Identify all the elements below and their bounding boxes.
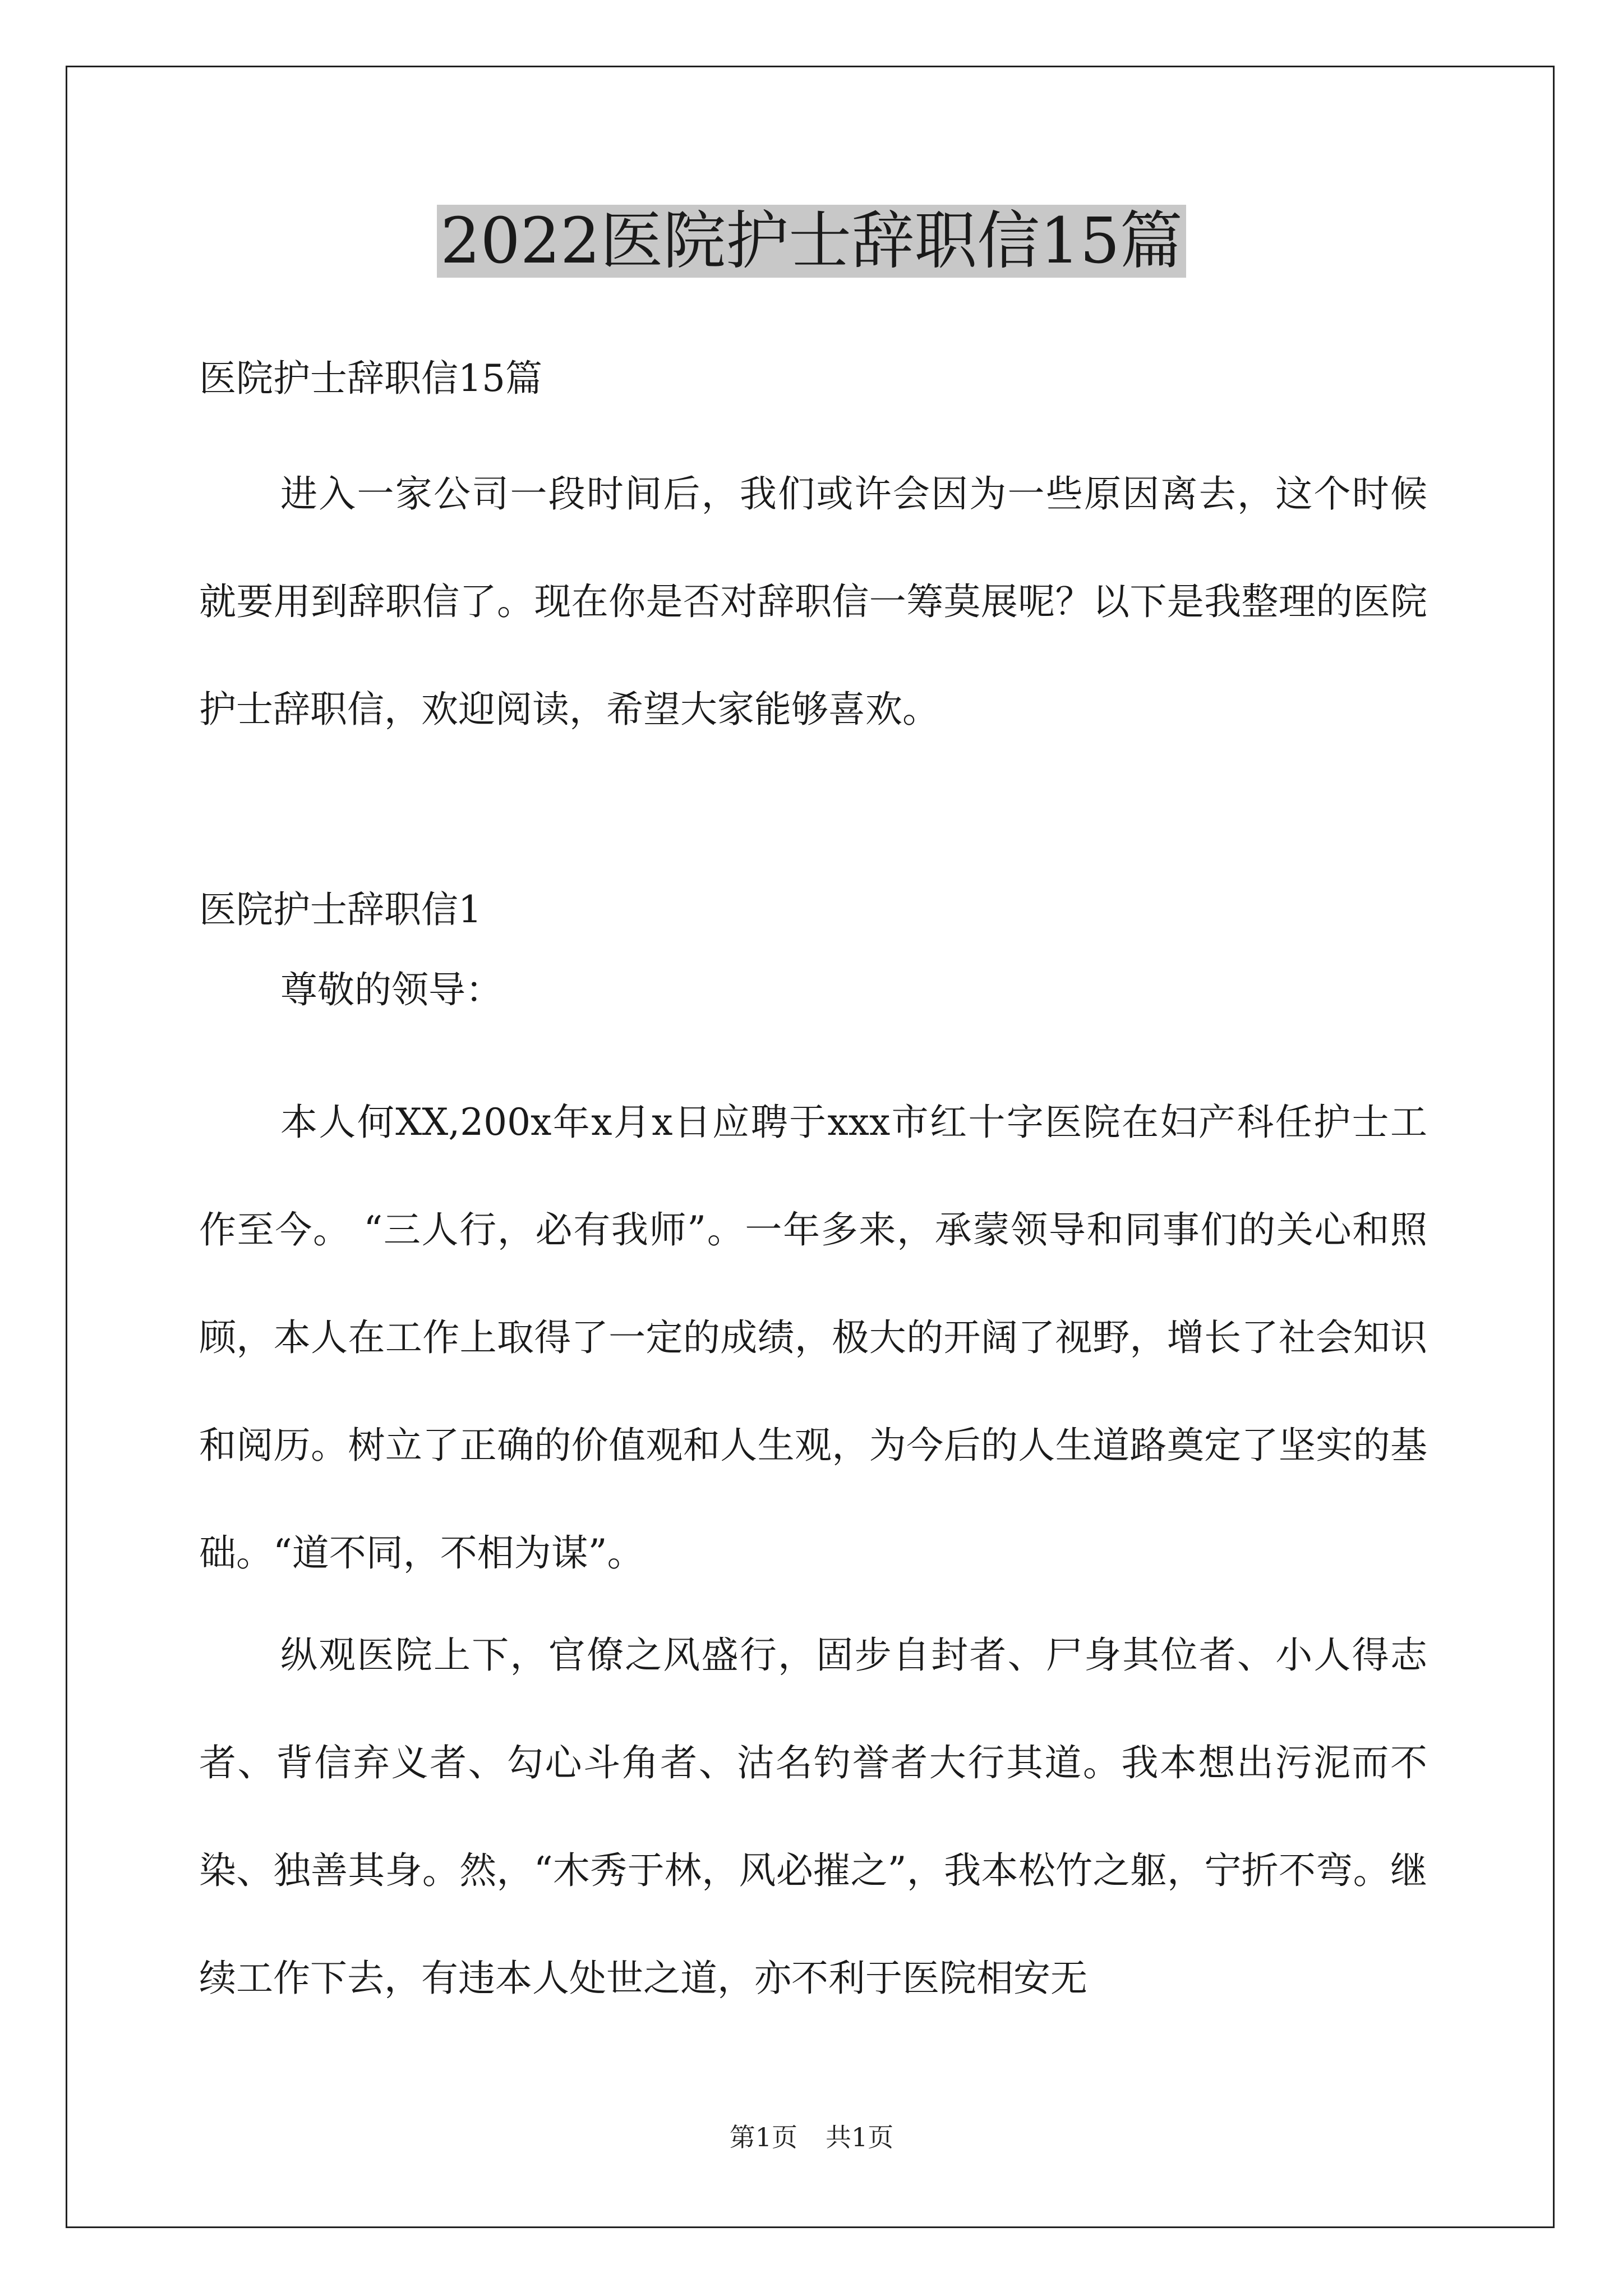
document-subtitle: 医院护士辞职信15篇 [199,357,542,400]
page-footer [0,2120,1623,2154]
document-title [0,199,1623,283]
intro-paragraph: 进入一家公司一段时间后，我们或许会因为一些原因离去，这个时候就要用到辞职信了。现在你是否对辞职信一筹莫展呢？以下是我整理的医院护士辞职信，欢迎阅读，希望大家能够喜欢。 [199,472,1427,731]
page-number-total: 共1页 [826,2122,894,2152]
letter-greeting: 尊敬的领导： [280,968,502,1011]
document-title-text: 2022医院护士辞职信15篇 [437,205,1186,278]
section-heading-1: 医院护士辞职信1 [199,888,482,931]
page-number-current: 第1页 [729,2122,797,2152]
body-paragraph-2: 纵观医院上下，官僚之风盛行，固步自封者、尸身其位者、小人得志者、背信弃义者、勾心斗角者、沽名钓誉者大行其道。我本想出污泥而不染、独善其身。然，“木秀于林，风必摧之”，我本松竹之躯，宁折不弯。继续工作下去，有违本人处世之道，亦不利于医院相安无 [199,1634,1427,2000]
body-paragraph-1: 本人何XX,200x年x月x日应聘于xxx市红十字医院在妇产科任护士工作至今。 “三人行，必有我师”。一年多来，承蒙领导和同事们的关心和照顾，本人在工作上取得了一定的成绩，极大的开阔了视野，增长了社会知识和阅历。树立了正确的价值观和人生观，为今后的人生道路奠定了坚实的基础。“道不同，不相为谋”。 [199,1101,1427,1575]
